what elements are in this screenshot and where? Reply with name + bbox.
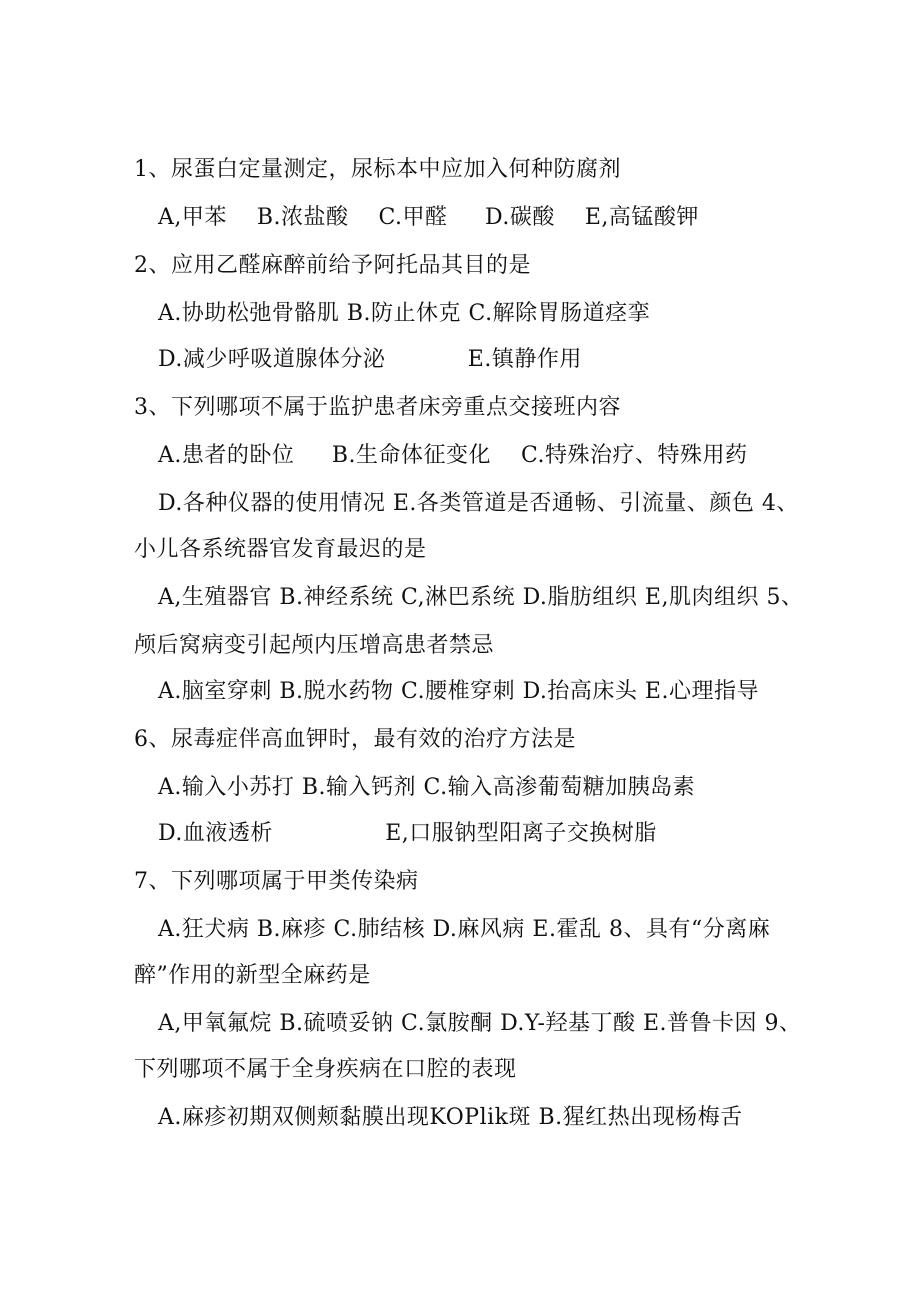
question-5-stem: 颅后窝病变引起颅内压增高患者禁忌: [134, 633, 495, 658]
question-5-options: A.脑室穿刺 B.脱水药物 C.腰椎穿刺 D.抬高床头 E.心理指导: [158, 679, 759, 704]
question-1-options: A,甲苯 B.浓盐酸 C.甲醛 D.碳酸 E,高锰酸钾: [158, 205, 699, 230]
question-8-options: A,甲氧氟烷 B.硫喷妥钠 C.氯胺酮 D.Y-羟基丁酸 E.普鲁卡因 9、: [158, 1011, 802, 1036]
question-2-options-row-2: D.减少呼吸道腺体分泌 E.镇静作用: [158, 347, 582, 372]
question-7-stem: 7、下列哪项属于甲类传染病: [134, 869, 419, 894]
question-8-stem-continued: 醉”作用的新型全麻药是: [134, 963, 371, 988]
question-9-stem: 下列哪项不属于全身疾病在口腔的表现: [134, 1057, 517, 1082]
question-3-options-row-2: D.各种仪器的使用情况 E.各类管道是否通畅、引流量、颜色 4、: [158, 491, 799, 516]
question-6-options-row-1: A.输入小苏打 B.输入钙剂 C.输入高渗葡萄糖加胰岛素: [158, 775, 696, 800]
question-4-stem: 小儿各系统器官发育最迟的是: [134, 537, 427, 562]
question-7-options: A.狂犬病 B.麻疹 C.肺结核 D.麻风病 E.霍乱 8、具有“分离麻: [158, 917, 771, 942]
question-6-options-row-2: D.血液透析 E,口服钠型阳离子交换树脂: [158, 821, 657, 846]
question-2-stem: 2、应用乙醛麻醉前给予阿托品其目的是: [134, 253, 531, 278]
question-2-options-row-1: A.协助松弛骨骼肌 B.防止休克 C.解除胃肠道痉挛: [158, 301, 651, 326]
question-9-options-row-1: A.麻疹初期双侧颊黏膜出现KOPlik斑 B.猩红热出现杨梅舌: [158, 1105, 743, 1130]
question-1-stem: 1、尿蛋白定量测定，尿标本中应加入何种防腐剂: [134, 157, 621, 182]
question-3-stem: 3、下列哪项不属于监护患者床旁重点交接班内容: [134, 395, 621, 420]
question-3-options-row-1: A.患者的卧位 B.生命体征变化 C.特殊治疗、特殊用药: [158, 443, 748, 468]
question-4-options: A,生殖器官 B.神经系统 C,淋巴系统 D.脂肪组织 E,肌肉组织 5、: [158, 585, 804, 610]
question-6-stem: 6、尿毒症伴高血钾时，最有效的治疗方法是: [134, 727, 576, 752]
